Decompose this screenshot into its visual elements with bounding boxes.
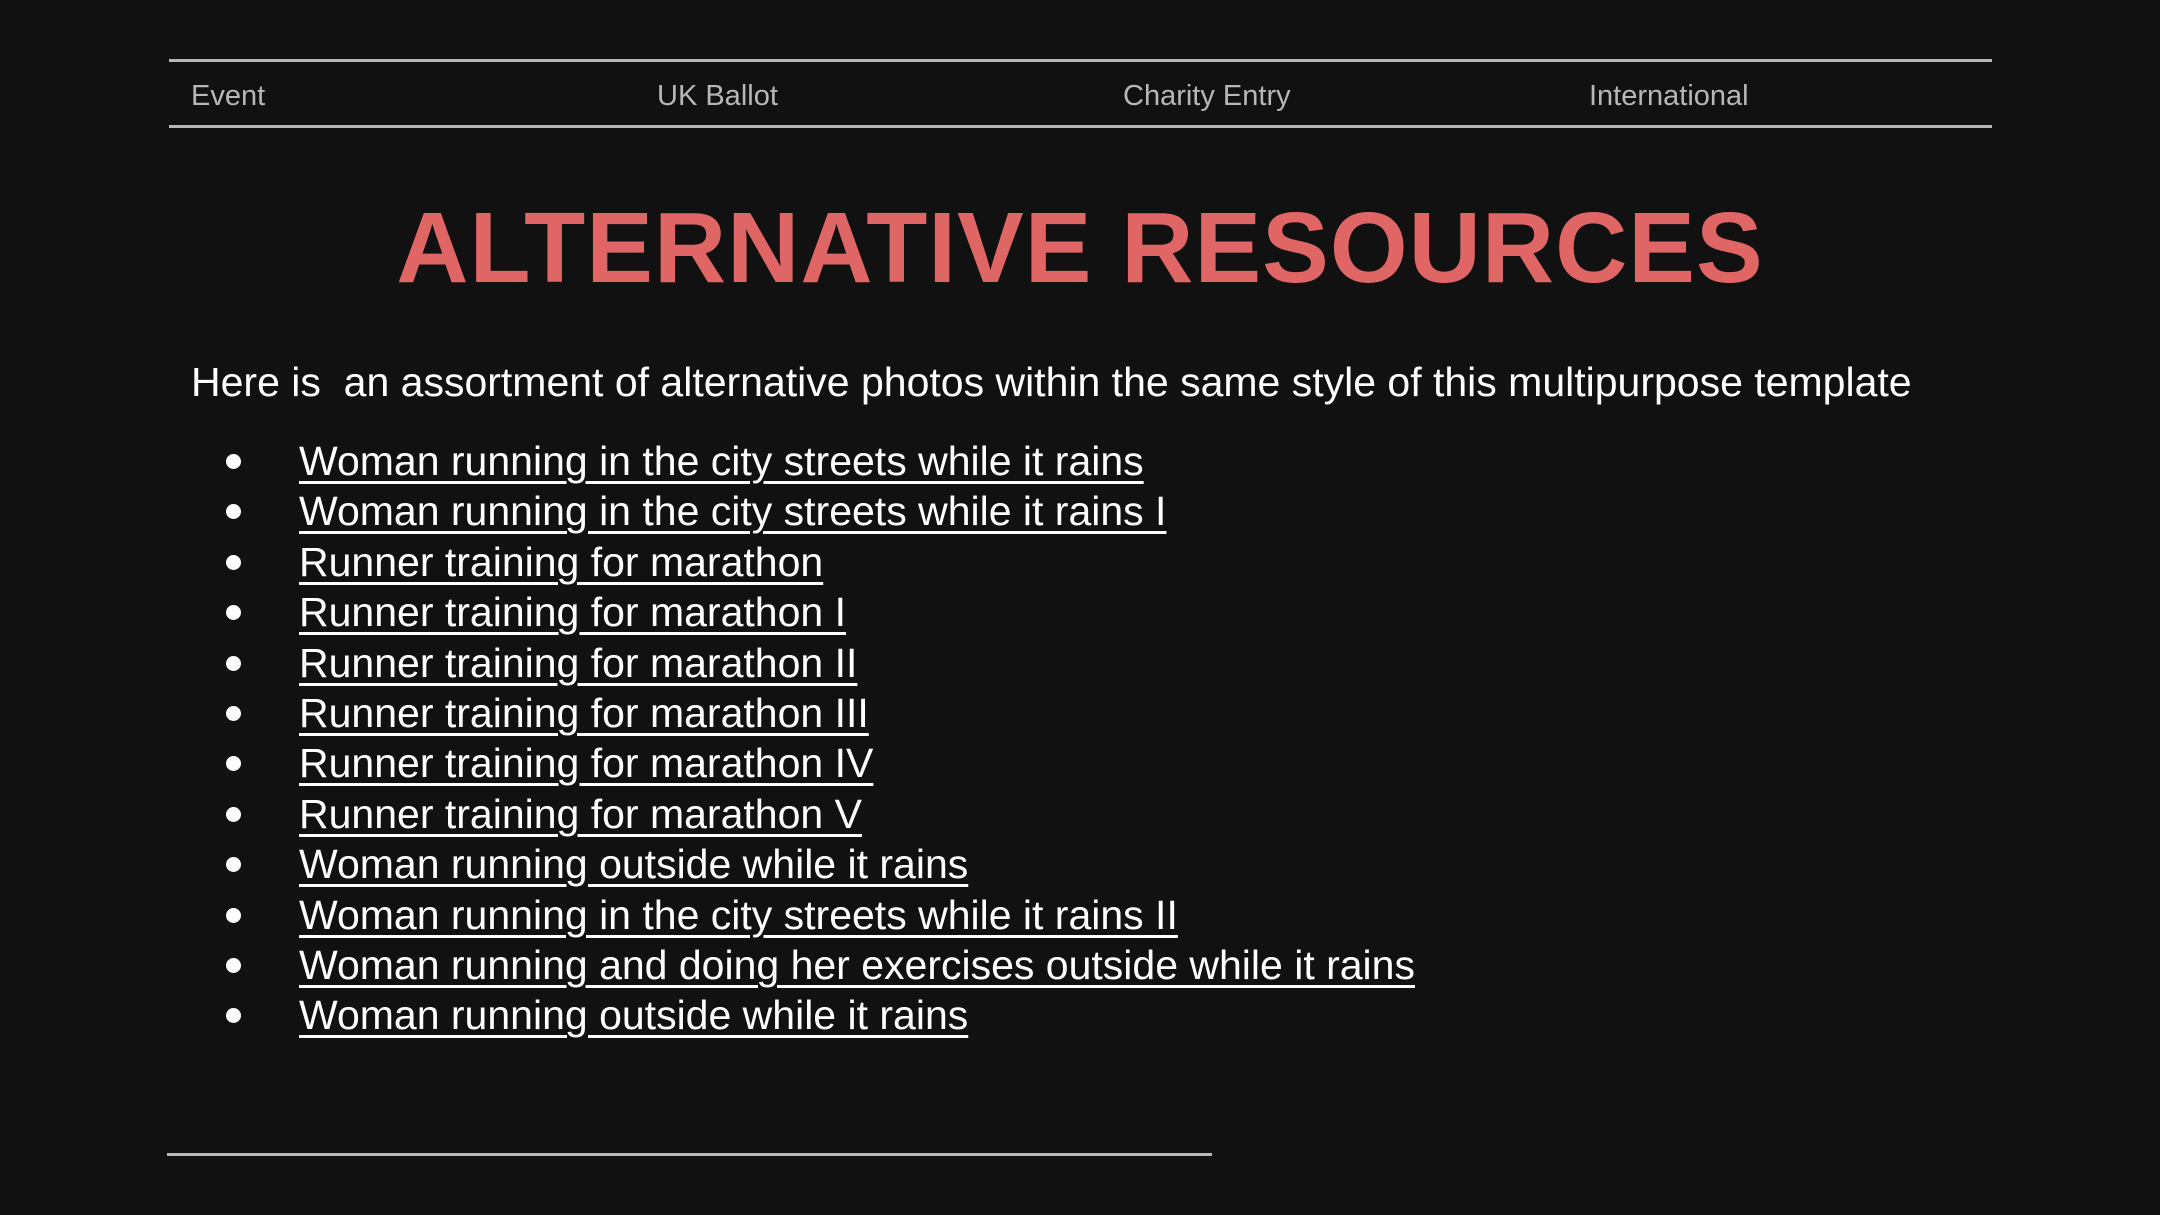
nav-item-international[interactable]: International — [1589, 80, 1749, 112]
bullet-icon — [226, 555, 241, 570]
bullet-icon — [226, 1008, 241, 1023]
bullet-icon — [226, 756, 241, 771]
top-divider — [169, 59, 1992, 62]
bullet-icon — [226, 454, 241, 469]
page-title: ALTERNATIVE RESOURCES — [396, 192, 1764, 304]
resource-link[interactable]: Woman running outside while it rains — [299, 992, 969, 1039]
bullet-icon — [226, 706, 241, 721]
bullet-icon — [226, 807, 241, 822]
nav-item-charity-entry[interactable]: Charity Entry — [1123, 80, 1291, 112]
resource-link[interactable]: Woman running and doing her exercises outside while it rains — [299, 941, 1415, 988]
bullet-icon — [226, 958, 241, 973]
bullet-icon — [226, 504, 241, 519]
bullet-icon — [226, 908, 241, 923]
footer-divider — [167, 1153, 1212, 1156]
bullet-icon — [226, 857, 241, 872]
resource-link[interactable]: Runner training for marathon V — [299, 790, 862, 837]
resource-link[interactable]: Woman running outside while it rains — [299, 841, 969, 888]
intro-text: Here is an assortment of alternative photos within the same style of this multipurpose template — [191, 359, 1912, 405]
nav-bottom-divider — [169, 125, 1992, 128]
resource-link[interactable]: Woman running in the city streets while it rains — [299, 438, 1144, 484]
resource-link[interactable]: Runner training for marathon III — [299, 689, 869, 736]
resource-link[interactable]: Runner training for marathon — [299, 538, 824, 585]
nav-item-event[interactable]: Event — [191, 80, 266, 112]
bullet-icon — [226, 656, 241, 671]
bullet-icon — [226, 605, 241, 620]
resource-link[interactable]: Woman running in the city streets while it rains I — [299, 488, 1167, 535]
resource-link[interactable]: Runner training for marathon IV — [299, 740, 874, 787]
resource-link[interactable]: Woman running in the city streets while it rains II — [299, 891, 1178, 938]
resource-link[interactable]: Runner training for marathon I — [299, 589, 846, 636]
nav-item-uk-ballot[interactable]: UK Ballot — [657, 80, 778, 112]
resource-link[interactable]: Runner training for marathon II — [299, 639, 858, 686]
top-nav — [191, 74, 1991, 118]
